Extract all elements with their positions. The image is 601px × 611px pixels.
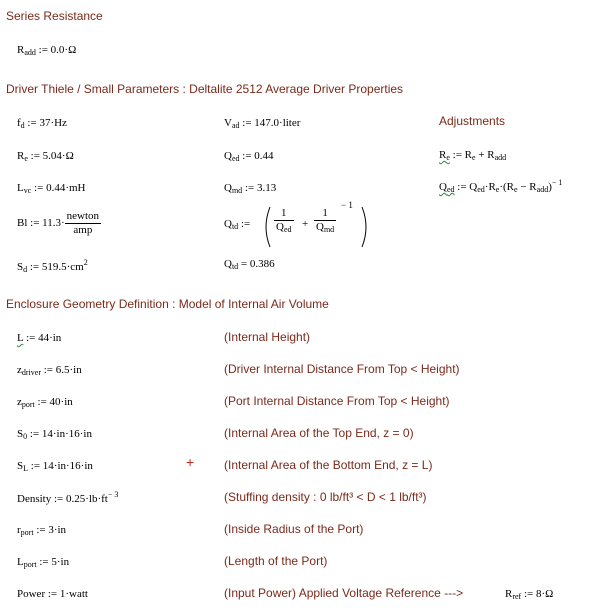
density-definition[interactable]: Density := $0.25\cdot lb\cdot ft^{- 3}$ (17, 490, 119, 505)
qtd-result[interactable]: $Q_{td} = 0.386$ (224, 258, 275, 271)
bl-value: 11.3· (42, 217, 65, 230)
qtd-fraction-qmd (314, 207, 336, 236)
re-adjustment[interactable]: $R_e$ := $R_e + R_{add}$ (439, 149, 507, 162)
qmd-value: 3.13 (256, 182, 277, 194)
radd-definition[interactable]: $R_{add}$ := 0.0·Ω (17, 44, 77, 57)
SL-value: 14·in·16·in (42, 460, 93, 472)
re-definition[interactable]: $R_e$ := 5.04·Ω (17, 150, 74, 163)
bl-unit-numerator: newton (66, 210, 100, 222)
rport-definition[interactable]: $r_{port}$ := 3·in (17, 524, 67, 537)
fd-definition[interactable]: $f_d$ := 37·Hz (17, 117, 67, 130)
SL-comment: (Internal Area of the Bottom End, z = L) (224, 458, 433, 472)
zdriver-definition[interactable]: $z_{driver}$ := 6.5·in (17, 364, 82, 377)
insert-crosshair-icon[interactable]: + (186, 454, 195, 470)
power-definition[interactable]: Power := 1·watt (17, 588, 88, 600)
zport-comment: (Port Internal Distance From Top < Height) (224, 394, 450, 408)
qtd-result-value: 0.386 (249, 258, 275, 270)
fraction-denominator-qmd: $Q_{md}$ (316, 221, 335, 234)
sd-value: 519.5·cm (41, 261, 84, 273)
bl-unit-fraction (65, 210, 101, 237)
power-value: 1·watt (59, 588, 88, 600)
L-definition[interactable]: L := 44·in (17, 332, 62, 344)
sd-exponent: 2 (83, 258, 88, 267)
qmd-definition[interactable]: $Q_{md}$ := 3.13 (224, 182, 277, 195)
zport-definition[interactable]: $z_{port}$ := 40·in (17, 396, 73, 409)
S0-value: 14·in·16·in (41, 428, 92, 440)
S0-definition[interactable]: $S_0$ := 14·in·16·in (17, 428, 92, 441)
lvc-definition[interactable]: $L_{vc}$ := 0.44·mH (17, 182, 86, 195)
fraction-numerator-2: 1 (314, 207, 336, 221)
lvc-value: 0.44·mH (46, 182, 86, 194)
qed-definition[interactable]: $Q_{ed}$ := 0.44 (224, 150, 274, 163)
qed-adjust-exponent: − 1 (551, 178, 563, 187)
power-comment: (Input Power) Applied Voltage Reference ---> (224, 586, 464, 600)
fraction-numerator-1: 1 (274, 207, 294, 221)
qed-adjustment[interactable]: $Q_{ed}$ := $Q_{ed}\cdot R_e\cdot(R_e - R_{add})^{- 1}$ (439, 178, 563, 194)
fd-value: 37·Hz (39, 117, 67, 129)
rref-definition[interactable]: $R_{ref}$ := 8·Ω (505, 588, 554, 601)
density-exponent: − 3 (107, 490, 119, 499)
rport-value: 3·in (48, 524, 67, 536)
section-title-driver: Driver Thiele / Small Parameters : Deltalite 2512 Average Driver Properties (6, 82, 404, 96)
qtd-fraction-qed (274, 207, 294, 236)
S0-comment: (Internal Area of the Top End, z = 0) (224, 426, 414, 440)
section-title-enclosure: Enclosure Geometry Definition : Model of Internal Air Volume (6, 297, 329, 311)
vad-definition[interactable]: $V_{ad}$ := 147.0·liter (224, 117, 301, 130)
SL-definition[interactable]: $S_L$ := 14·in·16·in (17, 460, 93, 473)
fraction-denominator-qed: $Q_{ed}$ (276, 221, 292, 234)
re-value: 5.04·Ω (42, 150, 74, 162)
L-value: 44·in (38, 332, 62, 344)
qed-value: 0.44 (254, 150, 274, 162)
bl-definition[interactable]: Bl := 11.3· $\frac{\text{newton}}{\text{amp}}$ (17, 210, 100, 236)
section-title-series: Series Resistance (6, 9, 103, 23)
lport-value: 5·in (51, 556, 70, 568)
sd-definition[interactable]: $S_d$ := $519.5\cdot cm^2$ (17, 258, 88, 274)
L-comment: (Internal Height) (224, 330, 311, 344)
adjustments-title: Adjustments (439, 114, 506, 128)
zport-value: 40·in (49, 396, 73, 408)
density-comment: (Stuffing density : 0 lb/ft³ < D < 1 lb/ft³) (224, 490, 427, 504)
zdriver-value: 6.5·in (55, 364, 82, 376)
lport-definition[interactable]: $L_{port}$ := 5·in (17, 556, 70, 569)
qtd-exponent: − 1 (341, 200, 353, 210)
bl-unit-denominator: amp (73, 224, 93, 236)
rport-comment: (Inside Radius of the Port) (224, 522, 364, 536)
vad-value: 147.0·liter (254, 117, 301, 129)
lport-comment: (Length of the Port) (224, 554, 328, 568)
zdriver-comment: (Driver Internal Distance From Top < Height) (224, 362, 460, 376)
rref-value: 8·Ω (536, 588, 554, 600)
density-value: 0.25·lb·ft (65, 493, 108, 505)
radd-value: 0.0·Ω (50, 44, 77, 56)
